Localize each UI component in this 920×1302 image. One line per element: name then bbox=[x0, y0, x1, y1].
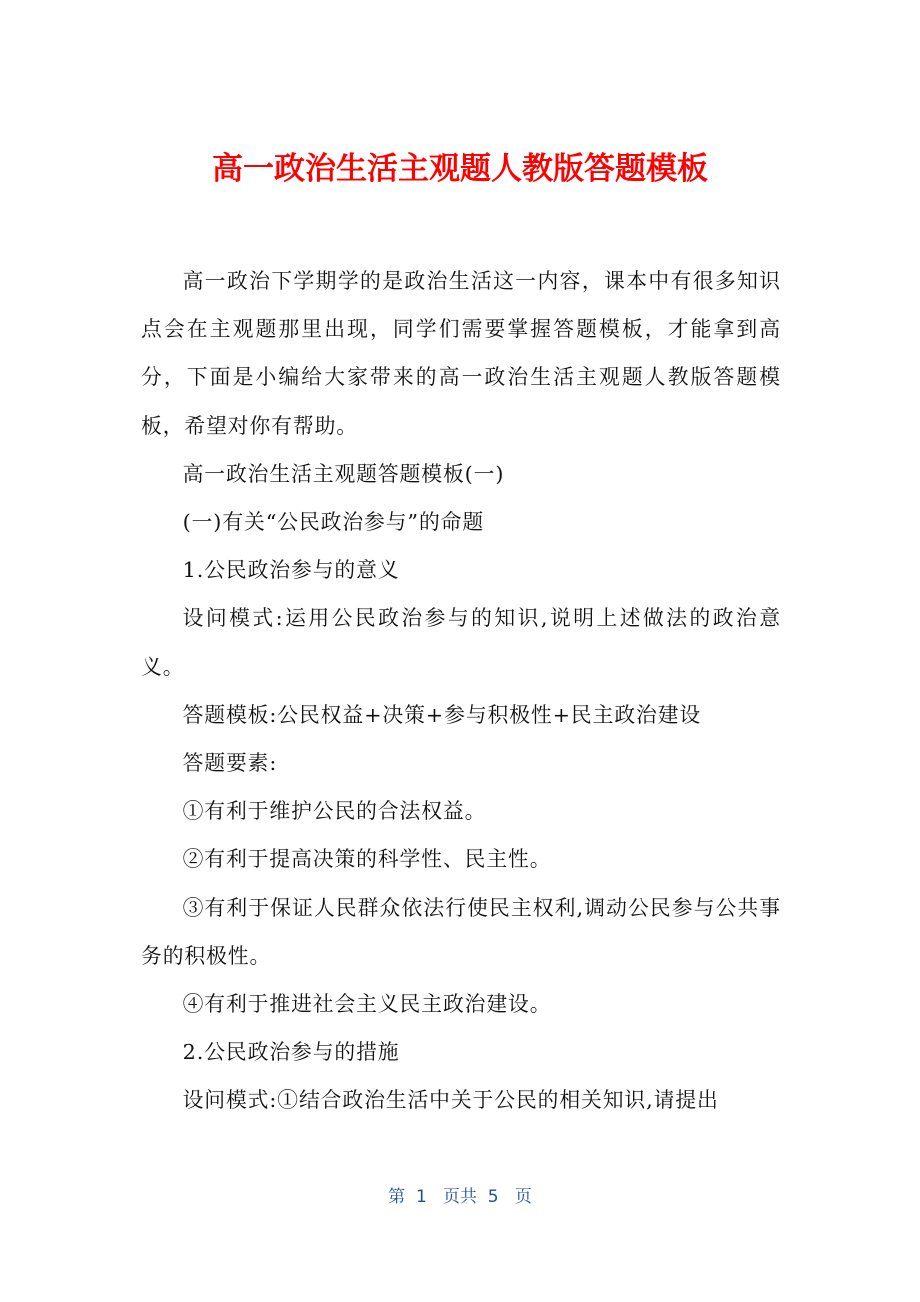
page-title: 高一政治生活主观题人教版答题模板 bbox=[212, 151, 708, 187]
document-body bbox=[141, 257, 781, 1125]
section-heading: 高一政治生活主观题答题模板(一) bbox=[182, 461, 505, 486]
answer-element: ②有利于提高决策的科学性、民主性。 bbox=[182, 847, 552, 872]
subsection-heading: (一)有关“公民政治参与”的命题 bbox=[182, 510, 485, 535]
question-pattern: 设问模式:①结合政治生活中关于公民的相关知识,请提出 bbox=[182, 1088, 719, 1113]
answer-template: 答题模板:公民权益+决策+参与积极性+民主政治建设 bbox=[182, 702, 702, 727]
item-heading: 1.公民政治参与的意义 bbox=[182, 558, 400, 583]
answer-element: ③有利于保证人民群众依法行使民主权利,调动公民参与公共事务的积极性。 bbox=[141, 895, 781, 968]
question-pattern: 设问模式:运用公民政治参与的知识,说明上述做法的政治意义。 bbox=[141, 606, 781, 679]
intro-paragraph: 高一政治下学期学的是政治生活这一内容，课本中有很多知识点会在主观题那里出现，同学们需要掌握答题模板，才能拿到高分，下面是小编给大家带来的高一政治生活主观题人教版答题模板，希望对你有帮助。 bbox=[141, 269, 781, 438]
answer-elements-label: 答题要素: bbox=[182, 751, 278, 776]
answer-element: ①有利于维护公民的合法权益。 bbox=[182, 799, 487, 824]
item-heading: 2.公民政治参与的措施 bbox=[182, 1040, 400, 1065]
answer-element: ④有利于推进社会主义民主政治建设。 bbox=[182, 992, 552, 1017]
page-number-footer: 第 1 页共 5 页 bbox=[388, 1187, 532, 1207]
